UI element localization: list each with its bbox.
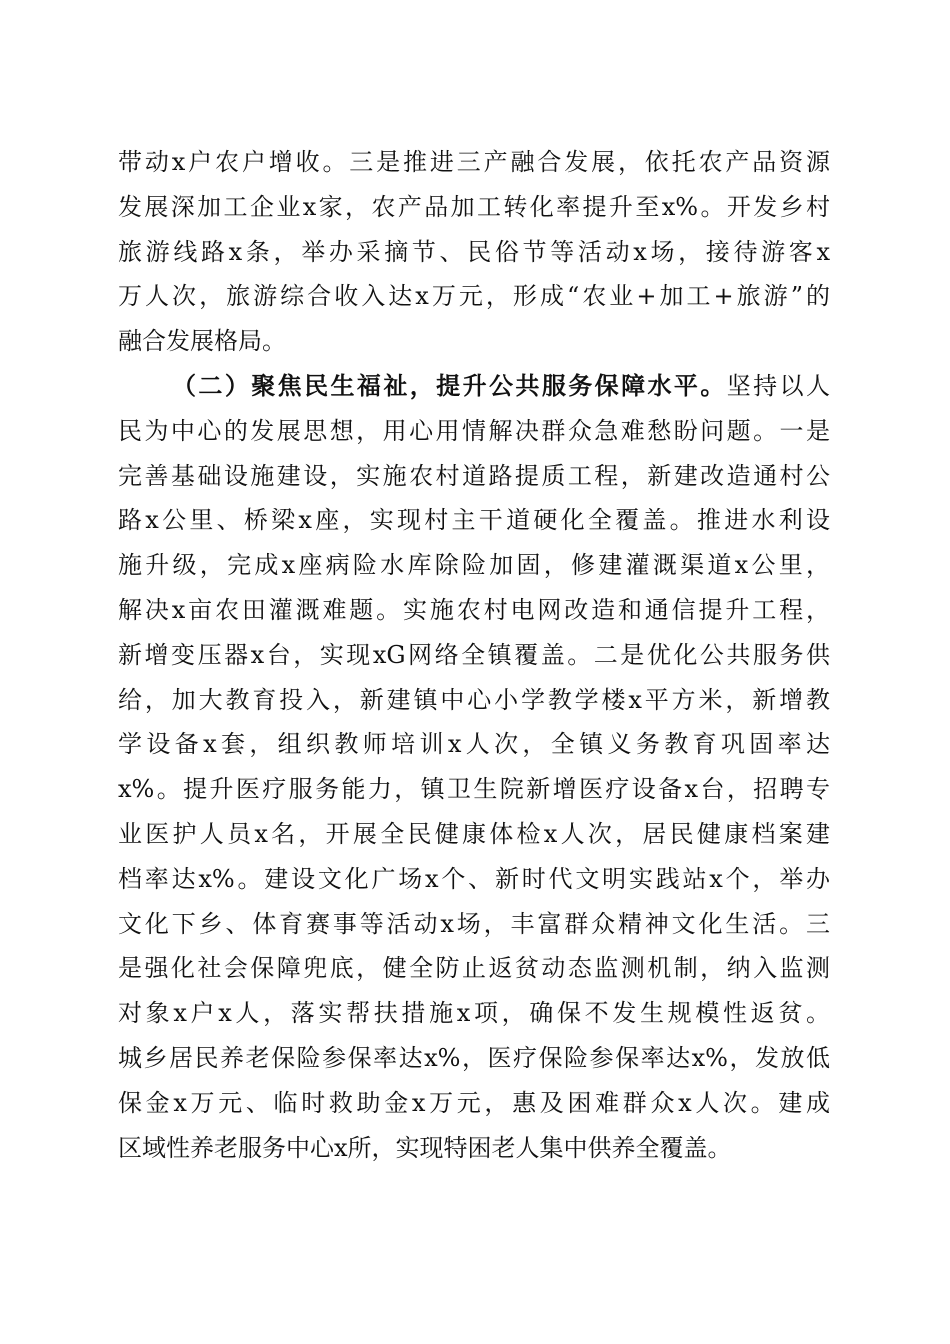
paragraph-line: 新增变压器x台，实现xG网络全镇覆盖。二是优化公共服务供 <box>118 640 830 669</box>
paragraph-line: 完善基础设施建设，实施农村道路提质工程，新建改造通村公 <box>118 461 830 490</box>
paragraph-line: 学设备x套，组织教师培训x人次，全镇义务教育巩固率达 <box>118 730 830 759</box>
paragraph-line: 对象x户x人，落实帮扶措施x项，确保不发生规模性返贫。 <box>118 999 830 1028</box>
paragraph-line: x%。提升医疗服务能力，镇卫生院新增医疗设备x台，招聘专 <box>118 775 830 804</box>
paragraph-line: 档率达x%。建设文化广场x个、新时代文明实践站x个，举办 <box>118 864 830 893</box>
paragraph-public-services <box>118 364 830 1170</box>
paragraph-line: 发展深加工企业x家，农产品加工转化率提升至x%。开发乡村 <box>118 192 830 221</box>
paragraph-line: 文化下乡、体育赛事等活动x场，丰富群众精神文化生活。三 <box>118 909 830 938</box>
paragraph-line: 旅游线路x条，举办采摘节、民俗节等活动x场，接待游客x <box>118 237 830 266</box>
document-body <box>118 140 830 1170</box>
paragraph-line: 融合发展格局。 <box>118 327 286 356</box>
paragraph-line: 业医护人员x名，开展全民健康体检x人次，居民健康档案建 <box>118 819 830 848</box>
paragraph-line: 区域性养老服务中心x所，实现特困老人集中供养全覆盖。 <box>118 1133 732 1162</box>
paragraph-line: 施升级，完成x座病险水库除险加固，修建灌溉渠道x公里， <box>118 551 830 580</box>
paragraph-line: 城乡居民养老保险参保率达x%，医疗保险参保率达x%，发放低 <box>118 1043 830 1072</box>
paragraph-line: 给，加大教育投入，新建镇中心小学教学楼x平方米，新增教 <box>118 685 830 714</box>
paragraph-line: 解决x亩农田灌溉难题。实施农村电网改造和通信提升工程， <box>118 595 830 624</box>
paragraph-line <box>118 364 830 409</box>
paragraph-line: 带动x户农户增收。三是推进三产融合发展，依托农产品资源 <box>118 148 830 176</box>
paragraph-agriculture <box>118 140 830 364</box>
paragraph-line: 是强化社会保障兜底，健全防止返贫动态监测机制，纳入监测 <box>118 954 830 983</box>
paragraph-line: 保金x万元、临时救助金x万元，惠及困难群众x人次。建成 <box>118 1088 830 1117</box>
paragraph-text: 坚持以人 <box>726 371 830 400</box>
paragraph-line: 路x公里、桥梁x座，实现村主干道硬化全覆盖。推进水利设 <box>118 506 830 535</box>
paragraph-line: 民为中心的发展思想，用心用情解决群众急难愁盼问题。一是 <box>118 416 830 445</box>
section-heading: （二）聚焦民生福祉，提升公共服务保障水平。 <box>172 370 727 400</box>
paragraph-line: 万人次，旅游综合收入达x万元，形成“农业+加工+旅游”的 <box>118 282 830 311</box>
